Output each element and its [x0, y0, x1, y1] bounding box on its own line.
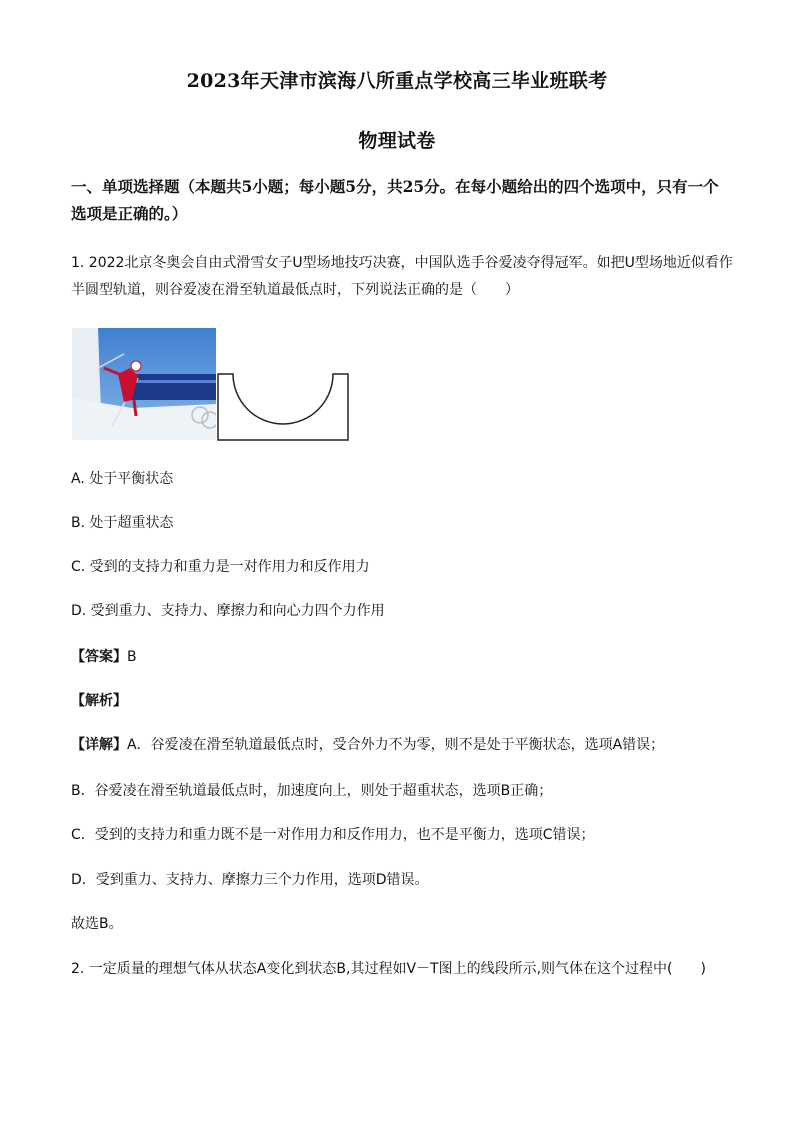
analysis-label: 【解析】 — [71, 693, 127, 709]
page-subtitle: 物理试卷 — [358, 130, 436, 152]
detail-line-a — [71, 734, 664, 754]
detail-text-a: A．谷爱凌在滑至轨道最低点时，受合外力不为零，则不是处于平衡状态，选项A错误； — [127, 737, 665, 753]
answer-line — [71, 646, 137, 666]
page-title: 2023年天津市滨海八所重点学校高三毕业班联考 — [186, 70, 608, 92]
skier-photo-icon — [72, 328, 216, 440]
u-track-diagram — [217, 373, 349, 441]
section-heading: 一、单项选择题（本题共5小题；每小题5分，共25分。在每小题给出的四个选项中，只有一个选项是正确的。） — [71, 177, 719, 223]
option-b: B. 处于超重状态 — [71, 515, 174, 531]
question-1-stem: 1. 2022北京冬奥会自由式滑雪女子U型场地技巧决赛，中国队选手谷爱凌夺得冠军。如把U型场地近似看作半圆型轨道，则谷爱凌在滑至轨道最低点时，下列说法正确的是（ ） — [71, 255, 733, 298]
answer-value: B — [127, 649, 137, 665]
answer-label: 【答案】 — [71, 649, 127, 665]
option-d: D. 受到重力、支持力、摩擦力和向心力四个力作用 — [71, 603, 385, 619]
option-c: C. 受到的支持力和重力是一对作用力和反作用力 — [71, 559, 370, 575]
detail-label: 【详解】 — [71, 737, 127, 753]
u-track-diagram-icon — [217, 373, 349, 441]
detail-line-c: C．受到的支持力和重力既不是一对作用力和反作用力，也不是平衡力，选项C错误； — [71, 827, 595, 843]
conclusion: 故选B。 — [71, 916, 123, 932]
question-2-stem: 2. 一定质量的理想气体从状态A变化到状态B,其过程如V－T图上的线段所示,则气体在这个过程中( ) — [71, 961, 706, 977]
option-a: A. 处于平衡状态 — [71, 471, 174, 487]
skier-photo — [72, 328, 216, 440]
detail-line-b: B．谷爱凌在滑至轨道最低点时，加速度向上，则处于超重状态，选项B正确； — [71, 783, 553, 799]
detail-line-d: D．受到重力、支持力、摩擦力三个力作用，选项D错误。 — [71, 872, 429, 888]
